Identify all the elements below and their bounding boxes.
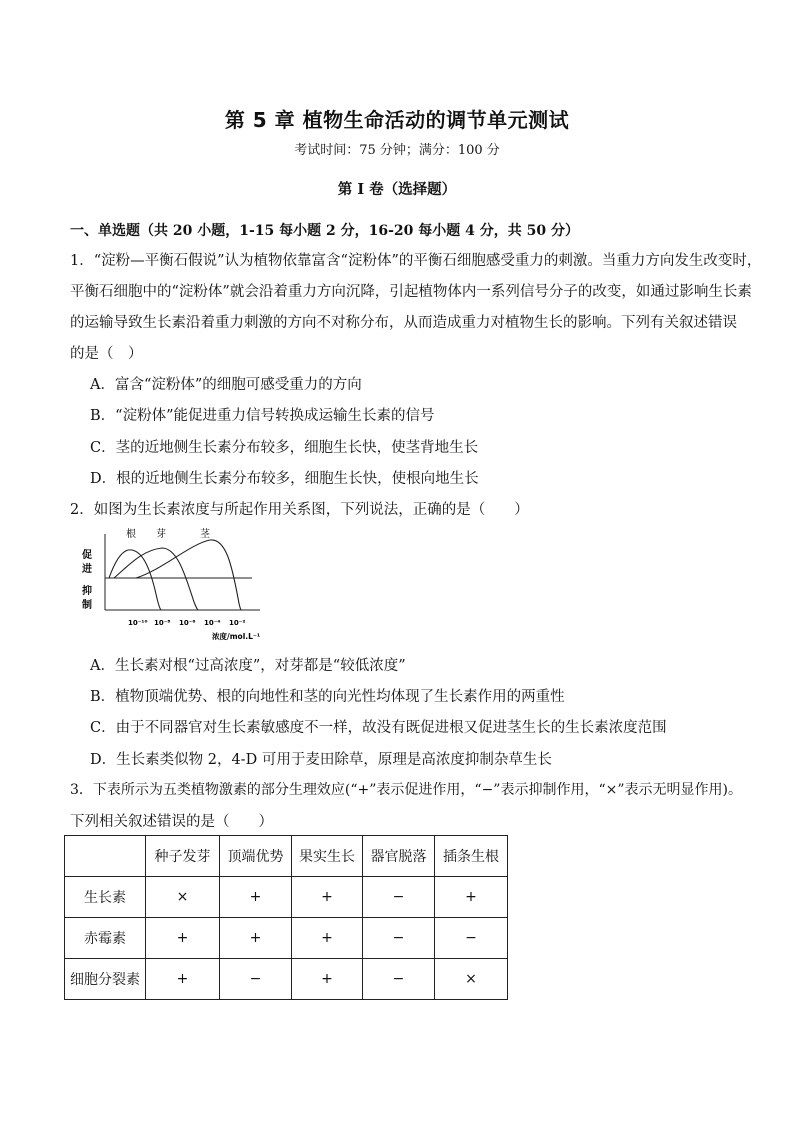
page-title: 第 5 章 植物生命活动的调节单元测试 (224, 108, 570, 132)
q2-option-d: D．生长素类似物 2，4-D 可用于麦田除草，原理是高浓度抑制杂草生长 (90, 752, 552, 768)
y-label-promote-2: 进 (82, 564, 92, 575)
table-header-cell: 种子发芽 (146, 836, 220, 877)
table-cell: + (292, 959, 363, 1000)
x-tick: 10⁻² (229, 619, 246, 627)
q2-option-c: C．由于不同器官对生长素敏感度不一样，故没有既促进根又促进茎生长的生长素浓度范围 (90, 720, 667, 736)
root-label: 根 (126, 529, 136, 540)
stem-label: 茎 (200, 529, 210, 540)
x-axis-label: 浓度/mol.L⁻¹ (212, 632, 261, 641)
q3-stem-line: 下列相关叙述错误的是（ ） (70, 814, 273, 830)
table-cell: + (146, 959, 220, 1000)
table-cell: − (363, 959, 435, 1000)
part-heading: 第 I 卷（选择题） (337, 181, 457, 198)
table-cell: + (292, 877, 363, 918)
hormone-effects-table (64, 835, 508, 1000)
q1-option-b: B．“淀粉体”能促进重力信号转换成运输生长素的信号 (90, 408, 435, 424)
x-tick: 10⁻⁴ (204, 619, 221, 627)
y-label-inhibit-1: 抑 (82, 586, 92, 597)
table-cell: + (435, 877, 508, 918)
table-cell: + (220, 918, 292, 959)
x-tick: 10⁻¹⁰ (128, 619, 148, 627)
q2-stem: 2．如图为生长素浓度与所起作用关系图，下列说法，正确的是（ ） (70, 502, 529, 518)
table-header-cell: 果实生长 (292, 836, 363, 877)
root-curve (109, 550, 161, 610)
q1-stem-line: 平衡石细胞中的“淀粉体”就会沿着重力方向沉降，引起植物体内一系列信号分子的改变，如通过影响生长素 (70, 284, 752, 300)
q1-stem-line: 的运输导致生长素沿着重力刺激的方向不对称分布，从而造成重力对植物生长的影响。下列有关叙述错误 (70, 315, 737, 331)
table-header-cell: 顶端优势 (220, 836, 292, 877)
q1-stem-line: 1．“淀粉—平衡石假说”认为植物依靠富含“淀粉体”的平衡石细胞感受重力的刺激。当重力方向发生改变时， (70, 253, 762, 269)
q1-option-a: A．富含“淀粉体”的细胞可感受重力的方向 (90, 377, 362, 393)
bud-label: 芽 (156, 529, 166, 540)
table-cell: × (435, 959, 508, 1000)
table-row (65, 877, 508, 918)
x-tick: 10⁻⁶ (179, 619, 196, 627)
table-cell: − (220, 959, 292, 1000)
table-header-cell: 插条生根 (435, 836, 508, 877)
q1-option-d: D．根的近地侧生长素分布较多，细胞生长快，使根向地生长 (90, 471, 479, 487)
auxin-concentration-figure (76, 524, 266, 644)
section-heading: 一、单选题（共 20 小题，1-15 每小题 2 分，16-20 每小题 4 分，共 50 分） (70, 223, 579, 239)
table-cell: 生长素 (65, 877, 146, 918)
table-header-row (65, 836, 508, 877)
table-cell: + (146, 918, 220, 959)
table-cell: − (363, 877, 435, 918)
bud-curve (114, 548, 198, 610)
x-tick: 10⁻⁸ (154, 619, 171, 627)
q3-stem-line: 3．下表所示为五类植物激素的部分生理效应(“+”表示促进作用，“−”表示抑制作用，“×”表示无明显作用)。 (70, 782, 742, 798)
table-cell: + (220, 877, 292, 918)
exam-info: 考试时间：75 分钟；满分：100 分 (294, 143, 500, 158)
q1-stem-line: 的是（ ） (70, 346, 143, 362)
q1-option-c: C．茎的近地侧生长素分布较多，细胞生长快，使茎背地生长 (90, 440, 479, 456)
table-row (65, 959, 508, 1000)
table-cell: 赤霉素 (65, 918, 146, 959)
table-cell: − (363, 918, 435, 959)
table-header-cell: 器官脱落 (363, 836, 435, 877)
q2-option-a: A．生长素对根“过高浓度”，对芽都是“较低浓度” (90, 658, 406, 674)
table-cell: × (146, 877, 220, 918)
q2-option-b: B．植物顶端优势、根的向地性和茎的向光性均体现了生长素作用的两重性 (90, 689, 565, 705)
y-label-inhibit-2: 制 (82, 600, 92, 611)
table-header-cell (65, 836, 146, 877)
y-label-promote-1: 促 (82, 550, 92, 561)
table-row (65, 918, 508, 959)
table-cell: 细胞分裂素 (65, 959, 146, 1000)
table-cell: − (435, 918, 508, 959)
table-cell: + (292, 918, 363, 959)
